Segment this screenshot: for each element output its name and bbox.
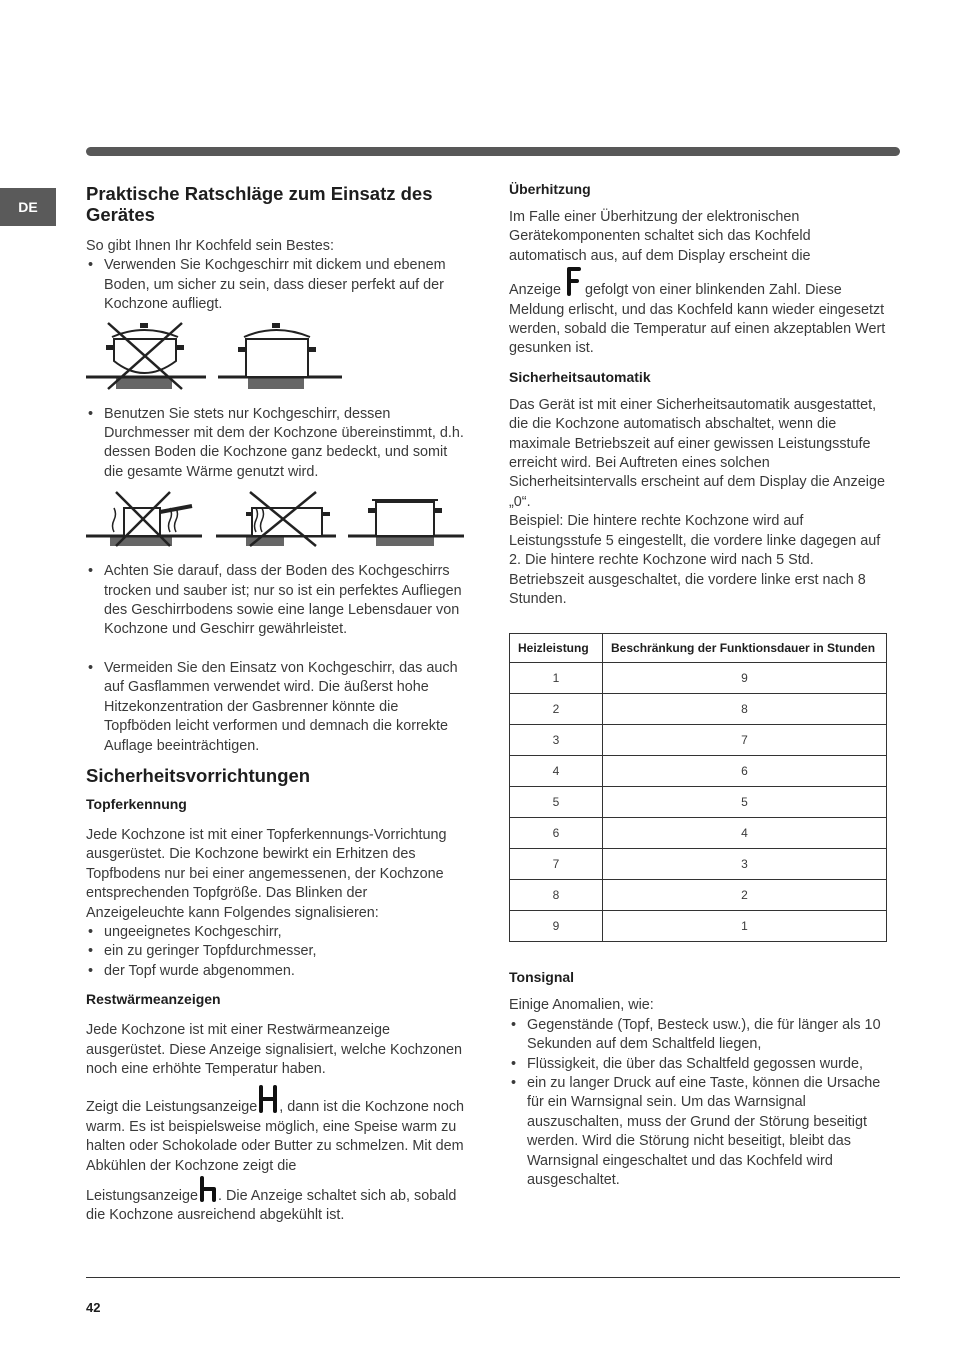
residual-heat-heading: Restwärmeanzeigen [86,991,221,1008]
table-cell-level: 6 [510,818,603,849]
auto-safety-heading: Sicherheitsautomatik [509,368,651,385]
table-cell-level: 1 [510,663,603,694]
table-row [510,725,887,756]
residual-heat-text-2a: Zeigt die Leistungsanzeige [86,1099,258,1116]
list-item: • Flüssigkeit, die über das Schaltfeld gegossen wurde, [509,1055,889,1074]
list-item: • Verwenden Sie Kochgeschirr mit dickem und ebenem Boden, um sicher zu sein, dass dieser perfekt auf der Kochzone aufliegt. [86,256,466,314]
overheat-text: Im Falle einer Überhitzung der elektronischen Gerätekomponenten schaltet sich das Kochfeld automatisch aus, auf dem Display erscheint die [509,209,811,264]
tips-list [86,562,466,756]
table-cell-level: 4 [510,756,603,787]
crossed-small-pot-illustration [86,488,202,548]
table-cell-level: 9 [510,911,603,942]
residual-heat-text: Jede Kochzone ist mit einer Restwärmeanzeige ausgerüstet. Diese Anzeige signalisiert, welche Kochzonen noch eine erhöhte Temperatur haben. [86,1022,462,1077]
table-cell-hours: 9 [603,663,887,694]
crossed-large-pot-illustration [216,488,336,548]
table-cell-hours: 8 [603,694,887,725]
display-h-icon [257,1085,279,1113]
table-header-level: Heizleistung [510,634,603,663]
right-column [509,180,889,1190]
table-header-duration: Beschränkung der Funktionsdauer in Stunden [603,634,887,663]
auto-safety-example: Beispiel: Die hintere rechte Kochzone wird auf Leistungsstufe 5 eingestellt, die vordere linke dagegen auf 2. Die hintere rechte Kochzone wird nach 5 Std. Betriebszeit ausgeschaltet, die vordere linke erst nach 8 Stunden. [509,513,881,607]
beep-list [509,1016,889,1191]
list-item: • Achten Sie darauf, dass der Boden des Kochgeschirrs trocken und sauber ist; nur so ist ein perfektes Aufliegen des Geschirrbodens sowie eine lange Lebensdauer von Kochzone und Geschirr gewährleistet. [86,562,466,640]
tips-list [86,256,466,314]
beep-intro: Einige Anomalien, wie: [509,997,654,1014]
list-item: • ungeeignetes Kochgeschirr, [86,923,466,942]
table-cell-level: 3 [510,725,603,756]
language-tab: DE [0,188,56,226]
overheat-heading: Überhitzung [509,181,591,197]
list-item: • Gegenstände (Topf, Besteck usw.), die für länger als 10 Sekunden auf dem Schaltfeld liegen, [509,1016,889,1055]
overheat-text-2 [509,266,889,359]
table-cell-hours: 4 [603,818,887,849]
pot-detection-list [86,923,466,981]
table-cell-hours: 6 [603,756,887,787]
table-cell-hours: 5 [603,787,887,818]
table-row [510,756,887,787]
beep-heading: Tonsignal [509,969,575,986]
list-item: • Benutzen Sie stets nur Kochgeschirr, dessen Durchmesser mit dem der Kochzone übereinstimmt, d.h. dessen Boden die Kochzone ganz bedeckt, und somit die gesamte Wärme genutzt wird. [86,405,466,483]
correct-diameter-pot-illustration [348,488,464,548]
table-header-row [510,634,887,663]
list-item: • Vermeiden Sie den Einsatz von Kochgeschirr, das auch auf Gasflammen verwendet wird. Die äußerst hohe Hitzekonzentration der Gasbrenner könnte die Topfböden leicht verformen und demnach die korrekte Auflage beeinträchtigen. [86,659,466,756]
header-band [86,147,900,156]
overheat-text-2b: gefolgt von einer blinkenden Zahl. Diese Meldung erlischt, und das Kochfeld kann wieder eingesetzt werden, sobald die Temperatur auf einen akzeptablen Wert gesunken ist. [509,282,886,357]
safety-title: Sicherheitsvorrichtungen [86,764,311,786]
display-small-h-icon [198,1176,218,1202]
section-title: Praktische Ratschläge zum Einsatz des Gerätes [86,183,433,225]
table-row [510,787,887,818]
cookware-figure-diameter [86,488,466,548]
table-row [510,911,887,942]
table-cell-level: 5 [510,787,603,818]
table-cell-level: 2 [510,694,603,725]
intro-text: So gibt Ihnen Ihr Kochfeld sein Bestes: [86,238,334,254]
display-f-icon [565,266,581,296]
pot-detection-heading: Topferkennung [86,795,187,812]
residual-heat-text-2 [86,1085,466,1176]
list-item: • ein zu geringer Topfdurchmesser, [86,942,466,961]
auto-safety-text: Das Gerät ist mit einer Sicherheitsautomatik ausgestattet, die die Kochzone automatisch abschaltet, wenn die maximale Betriebszeit auf einer gewissen Leistungsstufe erreicht wird. Bei Auftreten eines solchen Sicherheitsintervalls erscheint auf dem Display die Anzeige „0“. [509,396,885,510]
page-number: 42 [86,1300,101,1315]
table-row [510,849,887,880]
list-item: • ein zu langer Druck auf eine Taste, können die Ursache für ein Warnsignal sein. Um das Warnsignal auszuschalten, muss der Grund der Störung beseitigt werden. Wird die Störung nicht beseitigt, bleibt das Warnsignal eingeschaltet und das Kochfeld wird ausgeschaltet. [509,1074,889,1190]
table-cell-hours: 3 [603,849,887,880]
residual-heat-text-3b: . Die Anzeige schaltet sich ab, sobald die Kochzone ausreichend abgekühlt ist. [86,1188,457,1224]
pot-detection-text: Jede Kochzone ist mit einer Topferkennungs-Vorrichtung ausgerüstet. Die Kochzone bewirkt ein Erhitzen des Topfbodens nur bei einer angemessenen, der Kochzone entsprechenden Topfgröße. Das Blinken der Anzeigeleuchte kann Folgendes signalisieren: [86,826,447,921]
table-row [510,880,887,911]
duration-table [509,633,887,942]
table-cell-hours: 1 [603,911,887,942]
tips-list [86,405,466,483]
table-body [510,663,887,942]
list-item: • der Topf wurde abgenommen. [86,962,466,981]
crossed-pot-illustration [86,321,206,391]
left-column [86,180,466,1226]
correct-pot-illustration [218,321,342,391]
footer-rule [86,1277,900,1278]
table-cell-hours: 2 [603,880,887,911]
residual-heat-text-3a: Leistungsanzeige [86,1188,199,1204]
table-cell-hours: 7 [603,725,887,756]
table-row [510,694,887,725]
table-row [510,818,887,849]
residual-heat-text-2b: , dann ist die Kochzone noch warm. Es ist beispielsweise möglich, eine Speise warm zu halten oder Schokolade oder Butter zu schmelzen. Mit dem Abkühlen der Kochzone zeigt die [86,1099,465,1174]
table-row [510,663,887,694]
residual-heat-text-3 [86,1176,466,1226]
table-cell-level: 8 [510,880,603,911]
table-cell-level: 7 [510,849,603,880]
cookware-figure-flat-bottom [86,321,466,391]
overheat-text-2a: Anzeige [509,282,562,299]
